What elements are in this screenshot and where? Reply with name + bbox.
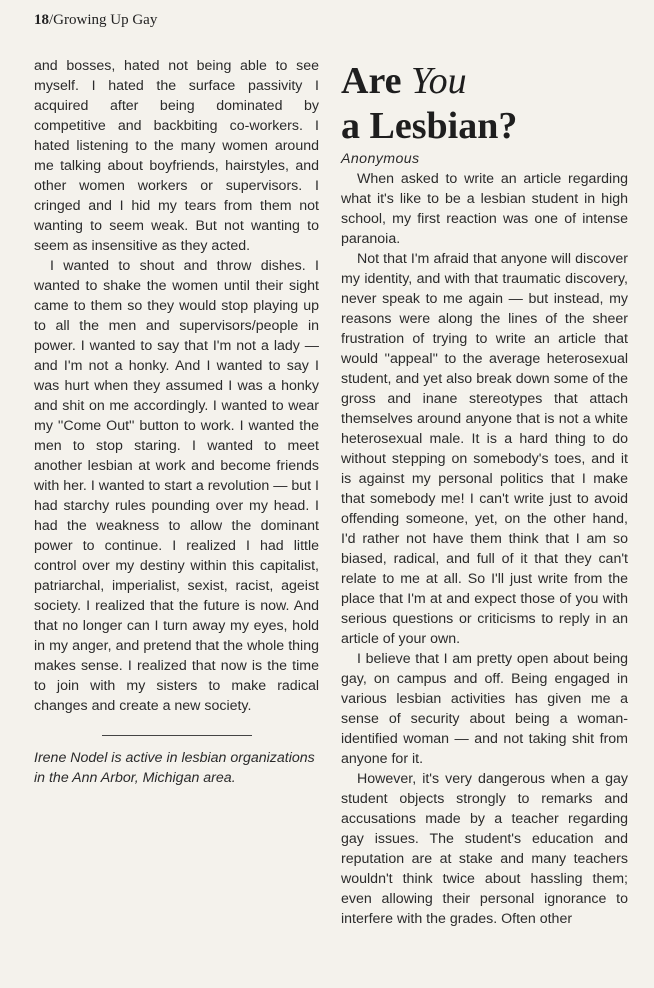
title-part: a Lesbian? [341,105,518,147]
body-paragraph: and bosses, hated not being able to see myself. I hated the surface passivity I acquired after being dominated by competitive and backbiting co-workers. I hated listening to the many women around me talking about boyfriends, hairstyles, and other women workers or supervisors. I cringed and I hid my tears from them not wanting to seem weak. But not wanting to seem as insensitive as they acted. [34,58,319,254]
article-byline: Anonymous [341,151,420,167]
running-head [34,12,157,29]
section-divider [102,735,252,736]
right-column [341,50,628,929]
article-title [341,59,628,149]
left-column [34,56,319,788]
title-emphasis: You [411,60,467,102]
page-number: 18 [34,12,49,28]
body-paragraph: I wanted to shout and throw dishes. I wanted to shake the women until their sight came to them so they would stop playing up to all the men and supervisors/people in power. I wanted to say that I'm not a lady — and I'm not a honky. And I wanted to say I was hurt when they assumed I was a honky and shit on me accordingly. I wanted to wear my ''Come Out'' button to work. I wanted the men to stop staring. I wanted to meet another lesbian at work and become friends with her. I wanted to start a revolution — but I had starchy rules pounding over my head. I had the weakness to allow the dominant power to continue. I realized I had little control over my destiny within this capitalist, patriarchal, imperialist, sexist, racist, ageist society. I realized that the future is now. And that no longer can I turn away my eyes, hold in my anger, and pretend that the whole thing makes sense. I realized that now is the time to join with my sisters to make radical changes and create a new society. [34,258,319,714]
title-part: Are [341,60,411,102]
body-paragraph: However, it's very dangerous when a gay student objects strongly to remarks and accusations made by a teacher regarding gay issues. The student's education and reputation are at stake and many teachers wouldn't think twice about hassling them; even allowing their personal ignorance to interfere with the grades. Often other [341,771,628,927]
body-paragraph: Not that I'm afraid that anyone will discover my identity, and with that traumatic discovery, never speak to me again — but instead, my reasons were along the lines of the sheer frustration of trying to write an article that would ''appeal'' to the average heterosexual student, and yet also break down some of the gross and inane stereotypes that attach themselves around anyone that is not a white heterosexual male. It is a hard thing to do without stepping on somebody's toes, and it is against my personal politics that I make that somebody me! I can't write just to avoid offending someone, yet, on the other hand, I'd rather not have them think that I am so biased, radical, and full of it that they can't relate to me at all. So I'll just write from the place that I'm at and expect those of you with serious questions or criticisms to reply in an article of your own. [341,251,628,647]
body-paragraph: When asked to write an article regarding what it's like to be a lesbian student in high school, my first reaction was one of intense paranoia. [341,171,628,247]
author-bio: Irene Nodel is active in lesbian organizations in the Ann Arbor, Michigan area. [34,750,315,786]
body-paragraph: I believe that I am pretty open about being gay, on campus and off. Being engaged in various lesbian activities has given me a sense of security about being a woman-identified woman — and not taking shit from anyone for it. [341,651,628,767]
book-title: /Growing Up Gay [49,12,158,28]
